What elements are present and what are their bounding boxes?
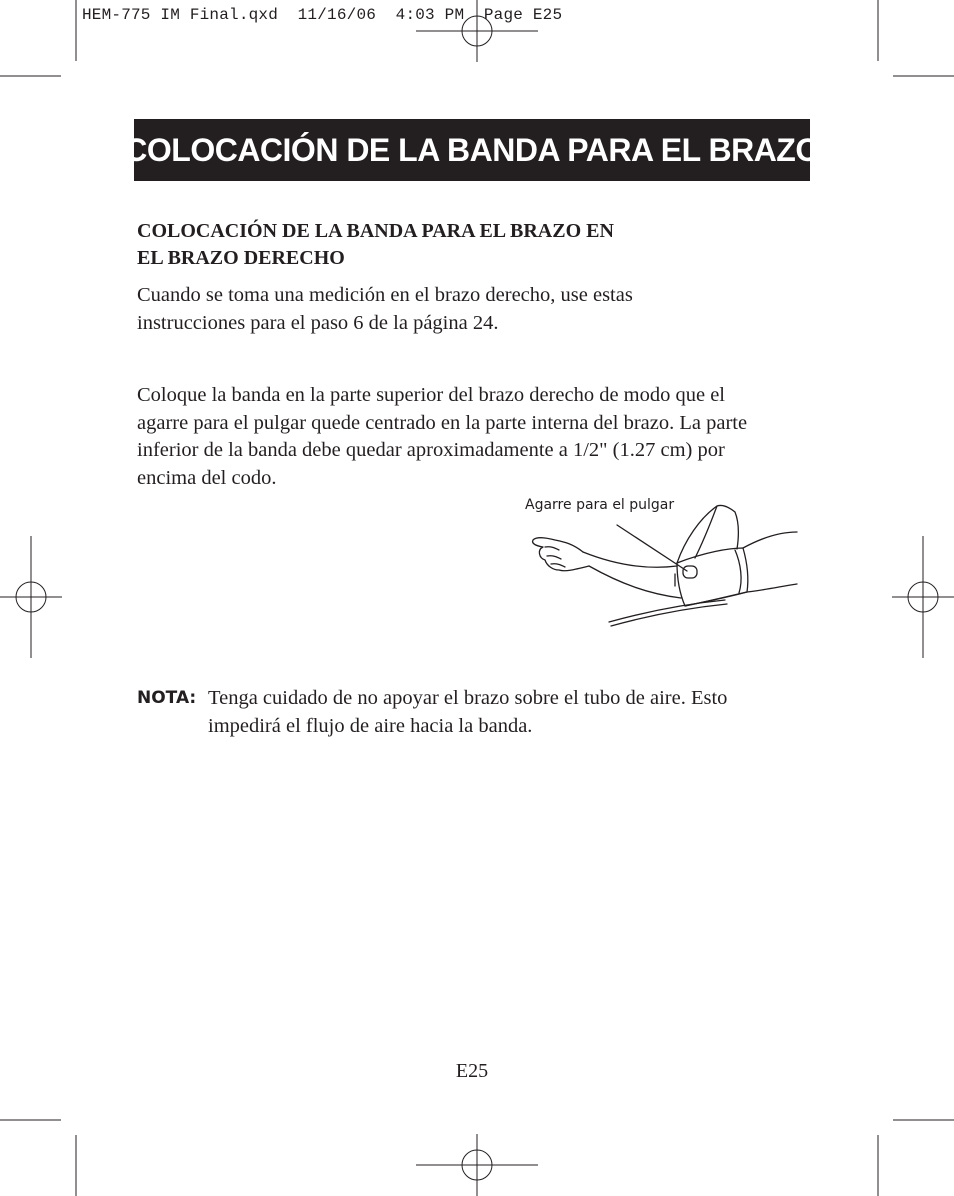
section-title: COLOCACIÓN DE LA BANDA PARA EL BRAZO [124,131,820,168]
registration-target-left [0,536,62,658]
instructions-line-2: agarre para el pulgar quede centrado en la parte interna del brazo. La parte [137,411,748,434]
forearm-bottom-outline [589,566,681,598]
subheading-line-2: EL BRAZO DERECHO [137,247,345,269]
note-line-1: Tenga cuidado de no apoyar el brazo sobre el tubo de aire. Esto [208,687,728,709]
intro-line-1: Cuando se toma una medición en el brazo derecho, use estas [137,284,633,306]
file-slug-line: HEM-775 IM Final.qxd 11/16/06 4:03 PM Page E25 [82,6,563,24]
instructions-line-1: Coloque la banda en la parte superior del brazo derecho de modo que el [137,384,726,406]
finger-line-3 [551,564,565,567]
instructions-line-4: encima del codo. [137,466,277,489]
instructions-line-3: inferior de la banda debe quedar aproximadamente a 1/2" (1.27 cm) por [137,439,725,461]
cuff-flap [677,505,738,563]
note-block [137,685,817,740]
upper-arm-bottom-outline [747,584,797,592]
forearm-top-outline [583,552,677,567]
note-line-2: impedirá el flujo de aire hacia la banda. [208,714,533,737]
intro-line-2: instrucciones para el paso 6 de la página 24. [137,311,499,334]
registration-target-bottom [416,1134,538,1196]
page-number: E25 [455,1060,489,1082]
air-tube-bottom [611,604,727,626]
instructions-paragraph [137,382,817,492]
finger-line-1 [545,547,559,550]
subheading-line-1: COLOCACIÓN DE LA BANDA PARA EL BRAZO EN [137,220,614,242]
upper-arm-top-outline [743,532,797,548]
cuff-seam [735,550,741,593]
note-label: NOTA: [137,688,197,708]
arm-with-cuff-illustration [525,500,805,635]
thumb-grip-callout: Agarre para el pulgar [525,497,675,513]
air-tube-top [609,600,725,622]
cuff-flap-edge [695,506,717,558]
subheading [137,218,737,272]
registration-target-right [892,536,954,658]
section-title-bar [124,119,820,181]
finger-line-2 [547,556,561,559]
intro-paragraph [137,282,777,337]
thumb-grip [683,566,697,578]
